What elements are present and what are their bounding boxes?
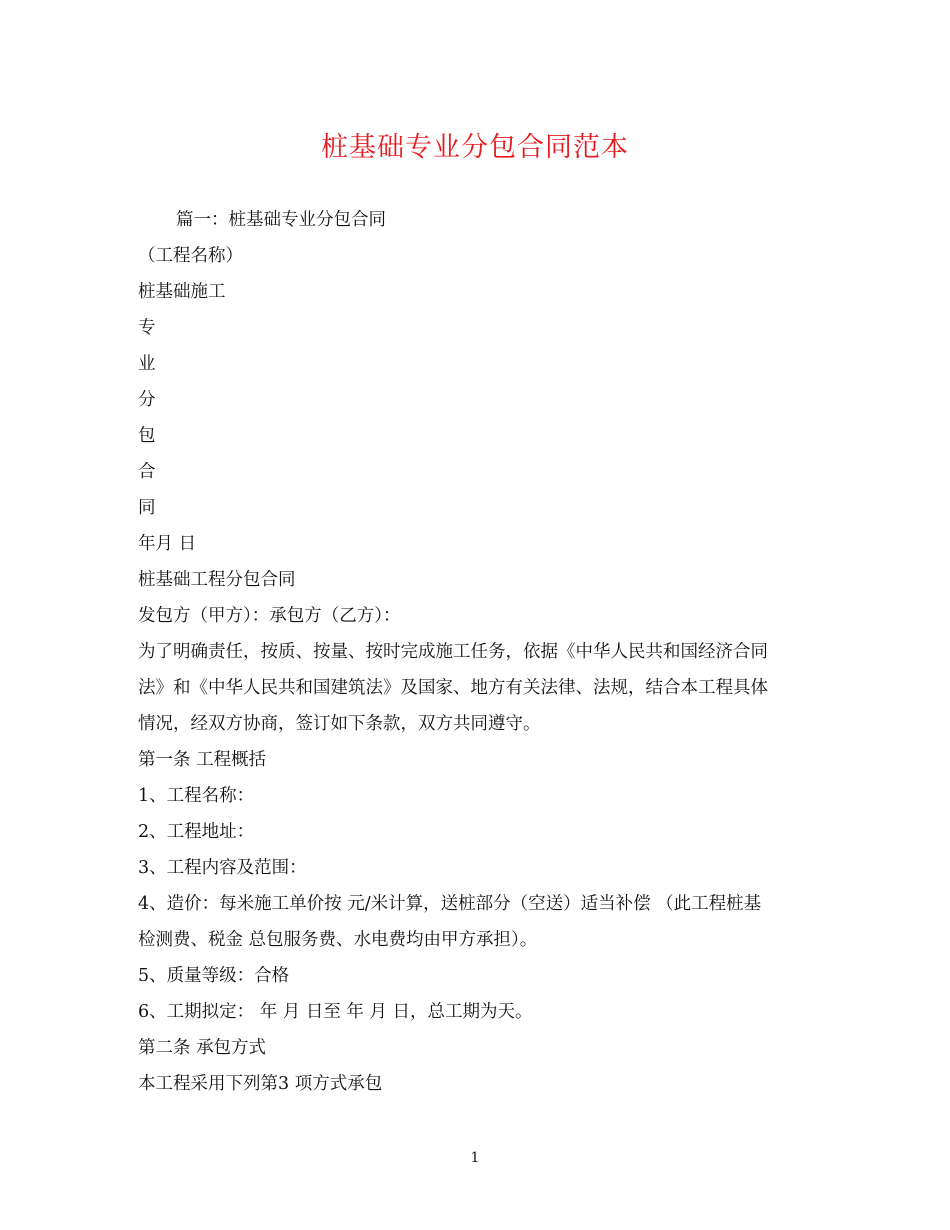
list-item: 1、工程名称： — [138, 786, 255, 806]
article-heading: 第二条 承包方式 — [138, 1038, 267, 1058]
text-line: 专 — [138, 318, 156, 338]
text-line: 包 — [138, 426, 156, 446]
section-heading: 篇一：桩基础专业分包合同 — [176, 210, 386, 230]
list-item: 2、工程地址： — [138, 822, 255, 842]
text-line: 桩基础工程分包合同 — [138, 570, 296, 590]
text-line: 同 — [138, 498, 156, 518]
document-title: 桩基础专业分包合同范本 — [321, 132, 629, 163]
text-line: 合 — [138, 462, 156, 482]
list-item: 3、工程内容及范围： — [138, 858, 307, 878]
text-line: 分 — [138, 390, 156, 410]
text-line: 桩基础施工 — [138, 282, 226, 302]
list-item: 4、造价：每米施工单价按 元/米计算，送桩部分（空送）适当补偿 （此工程桩基 — [138, 894, 762, 914]
text-line: 本工程采用下列第3 项方式承包 — [138, 1074, 383, 1094]
paragraph-line: 情况，经双方协商，签订如下条款，双方共同遵守。 — [138, 714, 541, 734]
page-number: 1 — [470, 1150, 480, 1166]
list-item-continuation: 检测费、税金 总包服务费、水电费均由甲方承担）。 — [138, 930, 538, 950]
article-heading: 第一条 工程概括 — [138, 750, 267, 770]
date-line: 年月 日 — [138, 534, 197, 554]
list-item: 6、工期拟定： 年 月 日至 年 月 日，总工期为天。 — [138, 1002, 533, 1022]
text-line: （工程名称） — [138, 246, 243, 266]
text-line: 业 — [138, 354, 156, 374]
paragraph-line: 为了明确责任，按质、按量、按时完成施工任务，依据《中华人民共和国经济合同 — [138, 642, 768, 662]
document-body — [138, 202, 818, 1102]
paragraph-line: 法》和《中华人民共和国建筑法》及国家、地方有关法律、法规，结合本工程具体 — [138, 678, 768, 698]
list-item: 5、质量等级：合格 — [138, 966, 290, 986]
parties-line: 发包方（甲方）：承包方（乙方）： — [138, 606, 401, 626]
